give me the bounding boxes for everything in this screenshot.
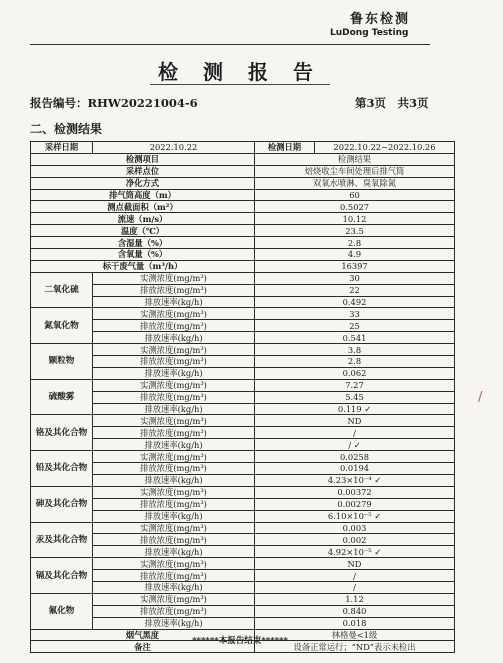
measure-value: 0.002	[255, 534, 455, 546]
measure-label: 排放速率(kg/h)	[93, 581, 255, 593]
measure-label: 排放浓度(mg/m³)	[93, 320, 255, 332]
measure-value: /	[255, 581, 455, 593]
row-value: 0.5027	[255, 201, 455, 213]
measure-label: 实测浓度(mg/m³)	[93, 415, 255, 427]
measure-label: 排放浓度(mg/m³)	[93, 463, 255, 475]
table-row	[31, 617, 455, 629]
measure-value: 0.0194	[255, 463, 455, 475]
results-table	[30, 141, 455, 653]
table-row	[31, 296, 455, 308]
measure-value: 0.003	[255, 522, 455, 534]
pollutant-name: 二氧化硫	[31, 272, 93, 308]
pollutant-name: 砷及其化合物	[31, 486, 93, 522]
table-row	[31, 260, 455, 272]
measure-value: 0.00372	[255, 486, 455, 498]
measure-label: 排放浓度(mg/m³)	[93, 356, 255, 368]
measure-value: 25	[255, 320, 455, 332]
report-title: 检 测 报 告	[158, 60, 322, 84]
table-row	[31, 367, 455, 379]
measure-label: 排放速率(kg/h)	[93, 617, 255, 629]
table-row	[31, 581, 455, 593]
measure-label: 排放速率(kg/h)	[93, 510, 255, 522]
row-value: 焙烧收尘车间处理后排气筒	[255, 165, 455, 177]
table-row	[31, 546, 455, 558]
measure-label: 排放速率(kg/h)	[93, 403, 255, 415]
table-row	[31, 391, 455, 403]
table-row	[31, 379, 455, 391]
table-row	[31, 558, 455, 570]
table-row	[31, 570, 455, 582]
page-number: 第3页 共3页	[355, 96, 429, 110]
table-row	[31, 522, 455, 534]
row-label: 检测项目	[31, 153, 255, 165]
table-row	[31, 486, 455, 498]
detection-date-label: 检测日期	[255, 142, 315, 154]
measure-label: 排放速率(kg/h)	[93, 367, 255, 379]
table-row	[31, 593, 455, 605]
measure-value: 0.840	[255, 605, 455, 617]
row-value: 4.9	[255, 249, 455, 261]
measure-value: ND	[255, 558, 455, 570]
measure-value: 7.27	[255, 379, 455, 391]
measure-value: / ✓	[255, 439, 455, 451]
measure-value: 0.541	[255, 332, 455, 344]
table-row	[31, 344, 455, 356]
pollutant-name: 氟化物	[31, 593, 93, 629]
row-value: 2.8	[255, 237, 455, 249]
measure-value: 0.119 ✓	[255, 403, 455, 415]
row-value: 16397	[255, 260, 455, 272]
measure-value: 30	[255, 272, 455, 284]
table-row	[31, 332, 455, 344]
row-value: 林格曼<1级	[255, 629, 455, 641]
measure-label: 排放速率(kg/h)	[93, 296, 255, 308]
measure-value: 6.10×10⁻⁵ ✓	[255, 510, 455, 522]
measure-value: 22	[255, 284, 455, 296]
table-row	[31, 451, 455, 463]
measure-value: 0.0258	[255, 451, 455, 463]
table-row	[31, 510, 455, 522]
report-end-marker: ******本报告结束******	[192, 636, 288, 646]
table-row	[31, 534, 455, 546]
row-label: 排气筒高度（m）	[31, 189, 255, 201]
table-row	[31, 213, 455, 225]
measure-value: 0.492	[255, 296, 455, 308]
row-value: 23.5	[255, 225, 455, 237]
table-row	[31, 237, 455, 249]
table-row	[31, 356, 455, 368]
table-row	[31, 284, 455, 296]
pollutant-name: 铬及其化合物	[31, 415, 93, 451]
measure-value: 4.23×10⁻⁴ ✓	[255, 474, 455, 486]
table-row	[31, 189, 455, 201]
measure-value: 2.8	[255, 356, 455, 368]
pollutant-name: 颗粒物	[31, 344, 93, 380]
table-row	[31, 308, 455, 320]
row-label: 温度（℃）	[31, 225, 255, 237]
date-row	[31, 142, 455, 154]
pollutant-name: 氮氧化物	[31, 308, 93, 344]
measure-label: 实测浓度(mg/m³)	[93, 379, 255, 391]
table-row	[31, 249, 455, 261]
measure-value: 0.00279	[255, 498, 455, 510]
measure-label: 实测浓度(mg/m³)	[93, 308, 255, 320]
table-row	[31, 225, 455, 237]
measure-label: 排放速率(kg/h)	[93, 474, 255, 486]
table-row	[31, 415, 455, 427]
measure-label: 排放速率(kg/h)	[93, 546, 255, 558]
pollutant-name: 汞及其化合物	[31, 522, 93, 558]
measure-value: /	[255, 570, 455, 582]
edge-mark: /	[478, 390, 483, 405]
row-label: 烟气黑度	[31, 629, 255, 641]
table-row	[31, 474, 455, 486]
detection-date-value: 2022.10.22~2022.10.26	[315, 142, 455, 154]
table-row	[31, 427, 455, 439]
table-row	[31, 498, 455, 510]
row-value: 60	[255, 189, 455, 201]
measure-value: /	[255, 427, 455, 439]
sampling-date-label: 采样日期	[31, 142, 93, 154]
row-value: 双氧水喷淋、臭氧除氮	[255, 177, 455, 189]
measure-value: 3.8	[255, 344, 455, 356]
measure-label: 实测浓度(mg/m³)	[93, 272, 255, 284]
measure-label: 排放速率(kg/h)	[93, 332, 255, 344]
measure-label: 排放浓度(mg/m³)	[93, 498, 255, 510]
table-row	[31, 201, 455, 213]
table-row	[31, 403, 455, 415]
measure-value: 4.92×10⁻⁵ ✓	[255, 546, 455, 558]
measure-label: 排放浓度(mg/m³)	[93, 427, 255, 439]
row-value: 检测结果	[255, 153, 455, 165]
measure-value: 33	[255, 308, 455, 320]
measure-value: 0.062	[255, 367, 455, 379]
measure-label: 排放速率(kg/h)	[93, 439, 255, 451]
brand-name-en: LuDong Testing	[330, 28, 409, 38]
measure-label: 实测浓度(mg/m³)	[93, 451, 255, 463]
measure-value: ND	[255, 415, 455, 427]
sampling-date-value: 2022.10.22	[93, 142, 255, 154]
row-label: 含湿量（%）	[31, 237, 255, 249]
measure-label: 排放浓度(mg/m³)	[93, 284, 255, 296]
measure-label: 实测浓度(mg/m³)	[93, 558, 255, 570]
table-row	[31, 320, 455, 332]
measure-label: 排放浓度(mg/m³)	[93, 605, 255, 617]
pollutant-name: 镉及其化合物	[31, 558, 93, 594]
table-row	[31, 439, 455, 451]
measure-label: 实测浓度(mg/m³)	[93, 593, 255, 605]
row-value: 10.12	[255, 213, 455, 225]
row-label: 采样点位	[31, 165, 255, 177]
measure-label: 排放浓度(mg/m³)	[93, 570, 255, 582]
header-divider	[30, 44, 430, 45]
table-row	[31, 272, 455, 284]
section-heading: 二、检测结果	[30, 122, 103, 136]
title-divider	[150, 84, 330, 85]
measure-label: 实测浓度(mg/m³)	[93, 486, 255, 498]
measure-value: 0.018	[255, 617, 455, 629]
pollutant-name: 硫酸雾	[31, 379, 93, 415]
pollutant-name: 铅及其化合物	[31, 451, 93, 487]
row-label: 备注	[31, 641, 255, 653]
table-row	[31, 605, 455, 617]
measure-label: 实测浓度(mg/m³)	[93, 522, 255, 534]
row-label: 标干废气量（m³/h）	[31, 260, 255, 272]
table-row	[31, 165, 455, 177]
brand-name-cn: 鲁东检测	[350, 12, 411, 27]
row-label: 流速（m/s）	[31, 213, 255, 225]
report-number: 报告编号：RHW20221004-6	[30, 96, 198, 110]
measure-label: 实测浓度(mg/m³)	[93, 344, 255, 356]
measure-value: 1.12	[255, 593, 455, 605]
row-label: 净化方式	[31, 177, 255, 189]
table-row	[31, 177, 455, 189]
table-row	[31, 463, 455, 475]
row-label: 含氧量（%）	[31, 249, 255, 261]
measure-value: 5.45	[255, 391, 455, 403]
measure-label: 排放浓度(mg/m³)	[93, 391, 255, 403]
row-value: 设备正常运行；“ND”表示未检出	[255, 641, 455, 653]
row-label: 测点截面积（m²）	[31, 201, 255, 213]
measure-label: 排放浓度(mg/m³)	[93, 534, 255, 546]
table-row	[31, 153, 455, 165]
